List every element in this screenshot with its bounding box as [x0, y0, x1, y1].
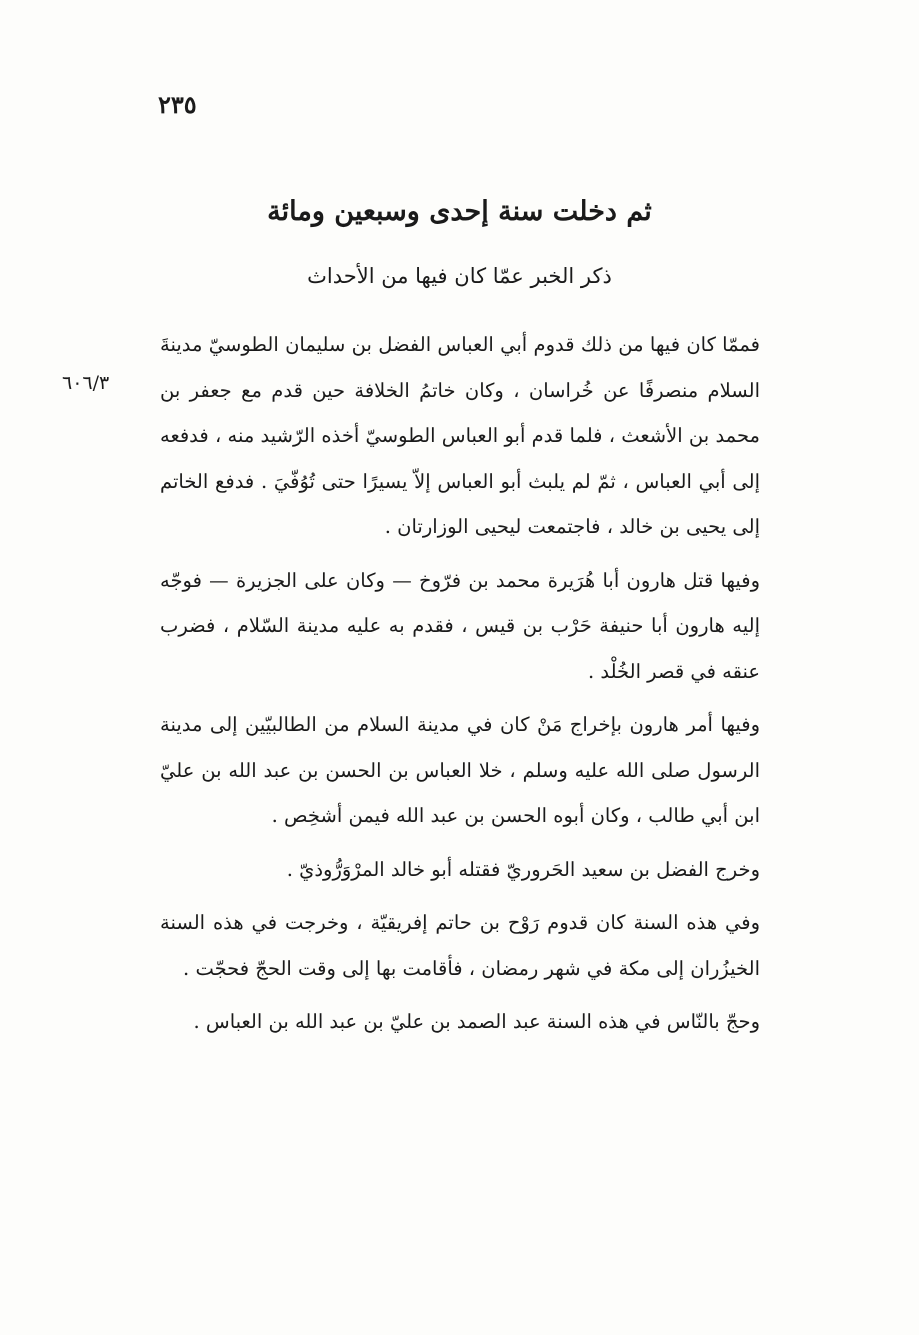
- page-number: ٢٣٥: [158, 90, 197, 119]
- paragraph: وحجّ بالنّاس في هذه السنة عبد الصمد بن عليّ بن عبد الله بن العباس .: [193, 1010, 760, 1033]
- margin-reference: ٦٠٦/٣: [62, 372, 110, 394]
- chapter-title: ثم دخلت سنة إحدى وسبعين ومائة: [267, 196, 652, 227]
- paragraph: وفيها قتل هارون أبا هُرَيرة محمد بن فرّوخ — وكان على الجزيرة — فوجّه إليه هارون أبا حنيفة حَرْب بن قيس ، فقدم به عليه مدينة السّلام ، فضرب عنقه في قصر الخُلْد .: [160, 568, 760, 683]
- chapter-subtitle: ذكر الخبر عمّا كان فيها من الأحداث: [307, 264, 612, 288]
- paragraph: وخرج الفضل بن سعيد الحَروريّ فقتله أبو خالد المرْوَرُّوذيّ .: [286, 857, 760, 881]
- paragraph: فممّا كان فيها من ذلك قدوم أبي العباس الفضل بن سليمان الطوسيّ مدينةَ السلام منصرفًا عن خُراسان ، وكان خاتمُ الخلافة حين قدم مع جعفر بن محمد بن الأشعث ، فلما قدم أبو العباس الطوسيّ أخذه الرّشيد منه ، فدفعه إلى أبي العباس ، ثمّ لم يلبث أبو العباس إلاّ يسيرًا حتى تُوُفّيَ . فدفع الخاتم إلى يحيى بن خالد ، فاجتمعت ليحيى الوزارتان .: [160, 333, 760, 538]
- body-text: [160, 322, 760, 1053]
- paragraph: وفيها أمر هارون بإخراج مَنْ كان في مدينة السلام من الطالبيّين إلى مدينة الرسول صلى الله عليه وسلم ، خلا العباس بن الحسن بن عبد الله بن عليّ ابن أبي طالب ، وكان أبوه الحسن بن عبد الله فيمن أشخِص .: [160, 713, 760, 827]
- paragraph: وفي هذه السنة كان قدوم رَوْح بن حاتم إفريقيّة ، وخرجت في هذه السنة الخيزُران إلى مكة في شهر رمضان ، فأقامت بها إلى وقت الحجّ فحجّت .: [160, 911, 760, 980]
